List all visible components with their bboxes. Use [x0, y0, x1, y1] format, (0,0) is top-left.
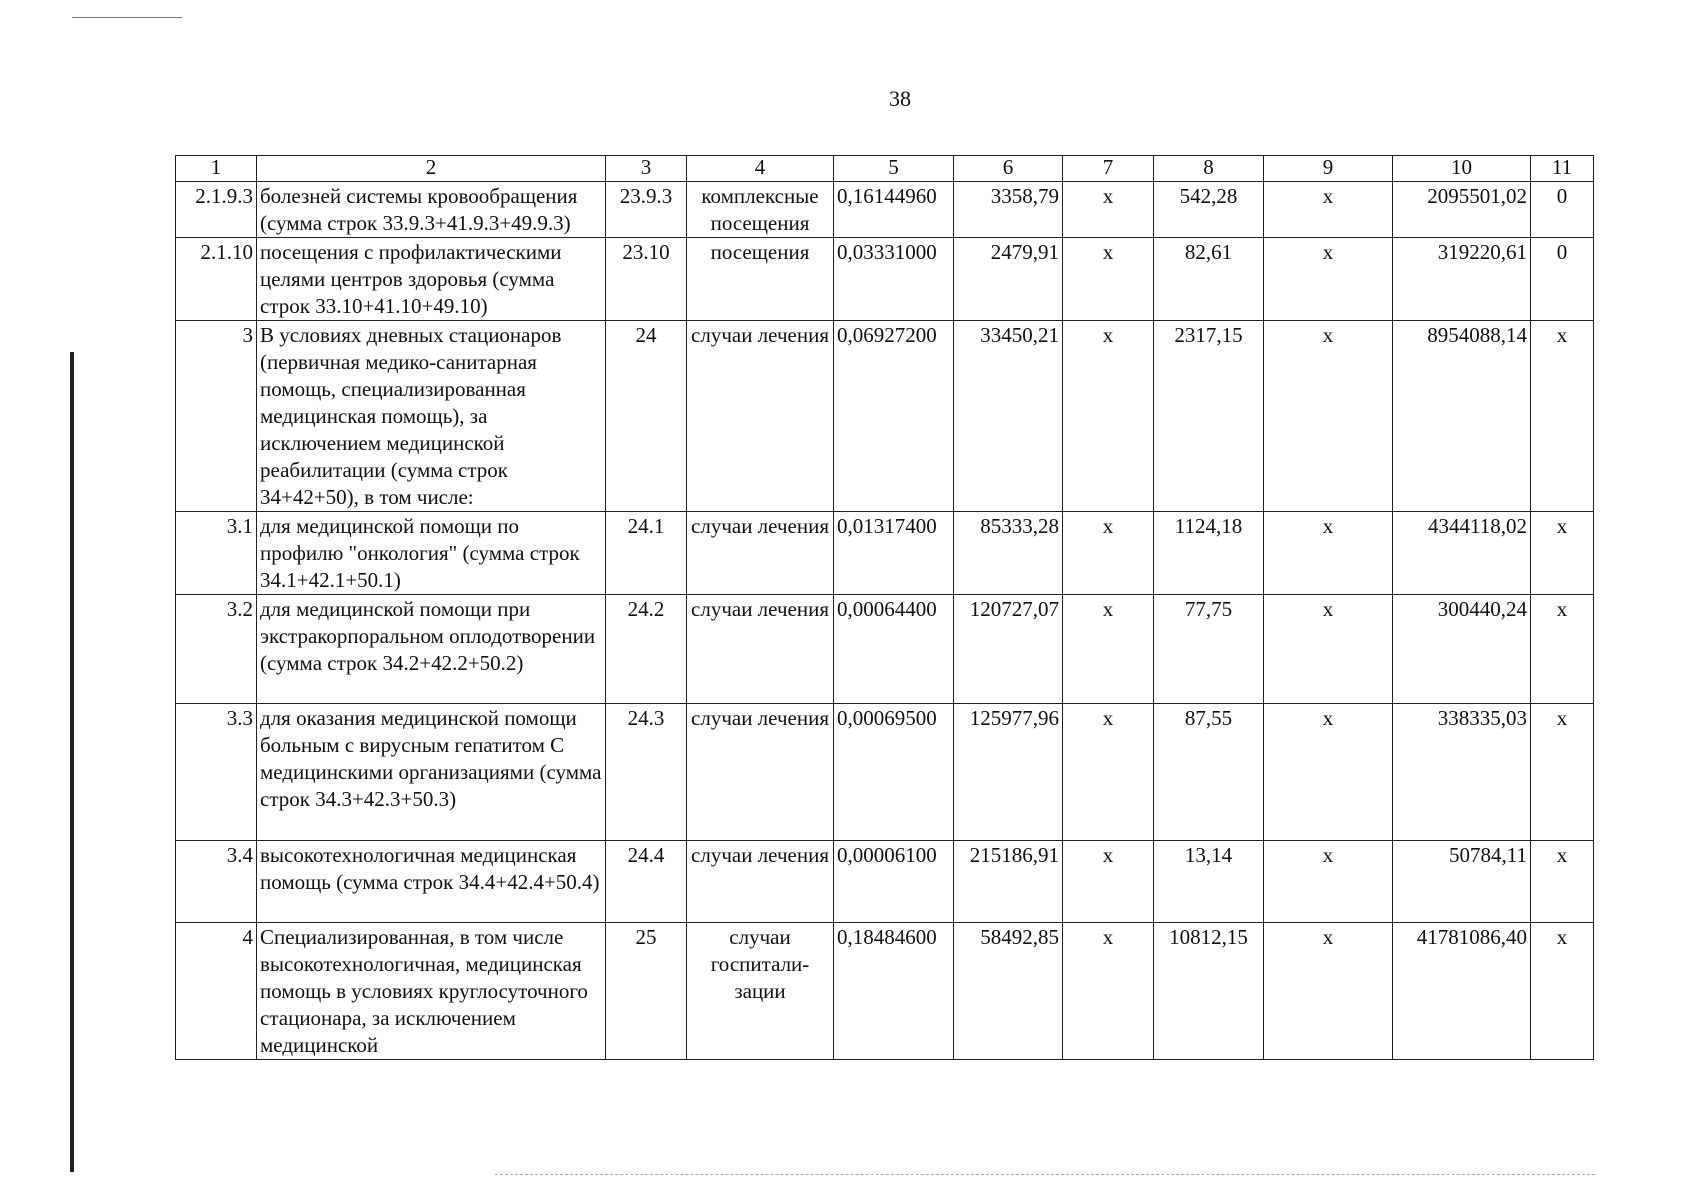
- volume-norm: 0,18484600: [834, 923, 954, 1060]
- line-code: 24.2: [606, 595, 687, 704]
- cell-value: 0: [1531, 182, 1594, 238]
- row-number: 2.1.9.3: [176, 182, 257, 238]
- cell-value: 319220,61: [1393, 238, 1531, 321]
- unit: случаи лечения: [687, 595, 834, 704]
- line-code: 25: [606, 923, 687, 1060]
- cost-norm: 3358,79: [954, 182, 1063, 238]
- line-code: 23.10: [606, 238, 687, 321]
- column-header: 11: [1531, 156, 1594, 182]
- unit: случаи госпитали-зации: [687, 923, 834, 1060]
- cell-value: x: [1264, 182, 1393, 238]
- volume-norm: 0,00006100: [834, 841, 954, 923]
- line-code: 24: [606, 321, 687, 512]
- column-header: 1: [176, 156, 257, 182]
- unit: посещения: [687, 238, 834, 321]
- cell-value: x: [1531, 595, 1594, 704]
- volume-norm: 0,06927200: [834, 321, 954, 512]
- cell-value: x: [1531, 841, 1594, 923]
- row-description: болезней системы кровообращения (сумма строк 33.9.3+41.9.3+49.9.3): [257, 182, 606, 238]
- cell-value: x: [1264, 595, 1393, 704]
- cell-value: 82,61: [1154, 238, 1264, 321]
- row-number: 3: [176, 321, 257, 512]
- column-header: 8: [1154, 156, 1264, 182]
- cell-value: x: [1531, 321, 1594, 512]
- line-code: 23.9.3: [606, 182, 687, 238]
- cell-value: 300440,24: [1393, 595, 1531, 704]
- cell-value: 10812,15: [1154, 923, 1264, 1060]
- row-number: 3.1: [176, 512, 257, 595]
- cell-value: x: [1264, 923, 1393, 1060]
- cell-value: x: [1531, 923, 1594, 1060]
- row-description: Специализированная, в том числе высокотехнологичная, медицинская помощь в условиях круглосуточного стационара, за исключением медицинской: [257, 923, 606, 1060]
- cell-value: 0: [1531, 238, 1594, 321]
- cell-value: x: [1063, 321, 1154, 512]
- cell-value: x: [1063, 182, 1154, 238]
- cell-value: 2095501,02: [1393, 182, 1531, 238]
- cell-value: x: [1063, 238, 1154, 321]
- cell-value: x: [1531, 512, 1594, 595]
- cell-value: 4344118,02: [1393, 512, 1531, 595]
- cell-value: 87,55: [1154, 704, 1264, 841]
- cost-norm: 2479,91: [954, 238, 1063, 321]
- cell-value: x: [1063, 512, 1154, 595]
- cell-value: x: [1063, 595, 1154, 704]
- table-row: [176, 182, 1594, 238]
- page-number: 38: [889, 86, 911, 111]
- unit: случаи лечения: [687, 321, 834, 512]
- row-number: 3.2: [176, 595, 257, 704]
- column-header: 4: [687, 156, 834, 182]
- unit: случаи лечения: [687, 704, 834, 841]
- cell-value: x: [1063, 704, 1154, 841]
- column-header: 2: [257, 156, 606, 182]
- column-header: 9: [1264, 156, 1393, 182]
- cost-norm: 125977,96: [954, 704, 1063, 841]
- volume-norm: 0,00069500: [834, 704, 954, 841]
- row-description: для медицинской помощи при экстракорпоральном оплодотворении (сумма строк 34.2+42.2+50.2): [257, 595, 606, 704]
- cell-value: x: [1264, 238, 1393, 321]
- column-header: 3: [606, 156, 687, 182]
- cell-value: 338335,03: [1393, 704, 1531, 841]
- line-code: 24.3: [606, 704, 687, 841]
- volume-norm: 0,01317400: [834, 512, 954, 595]
- table-row: [176, 841, 1594, 923]
- row-description: высокотехнологичная медицинская помощь (сумма строк 34.4+42.4+50.4): [257, 841, 606, 923]
- line-code: 24.1: [606, 512, 687, 595]
- bottom-rule: [495, 1174, 1595, 1175]
- row-description: посещения с профилактическими целями центров здоровья (сумма строк 33.10+41.10+49.10): [257, 238, 606, 321]
- column-header: 7: [1063, 156, 1154, 182]
- column-header: 10: [1393, 156, 1531, 182]
- row-description: для медицинской помощи по профилю "онкология" (сумма строк 34.1+42.1+50.1): [257, 512, 606, 595]
- row-number: 2.1.10: [176, 238, 257, 321]
- cell-value: 13,14: [1154, 841, 1264, 923]
- cost-norm: 85333,28: [954, 512, 1063, 595]
- cell-value: 77,75: [1154, 595, 1264, 704]
- cell-value: x: [1264, 841, 1393, 923]
- data-table: [175, 155, 1594, 1060]
- cell-value: 8954088,14: [1393, 321, 1531, 512]
- row-number: 3.3: [176, 704, 257, 841]
- row-number: 3.4: [176, 841, 257, 923]
- cell-value: x: [1264, 321, 1393, 512]
- volume-norm: 0,00064400: [834, 595, 954, 704]
- top-rule: [72, 17, 182, 18]
- binding-edge-mark: [70, 352, 74, 1172]
- cost-norm: 58492,85: [954, 923, 1063, 1060]
- row-description: В условиях дневных стационаров (первичная медико-санитарная помощь, специализированная медицинская помощь), за исключением медицинской реабилитации (сумма строк 34+42+50), в том числе:: [257, 321, 606, 512]
- table-row: [176, 595, 1594, 704]
- cost-norm: 215186,91: [954, 841, 1063, 923]
- cell-value: 542,28: [1154, 182, 1264, 238]
- volume-norm: 0,03331000: [834, 238, 954, 321]
- cell-value: 50784,11: [1393, 841, 1531, 923]
- table-header-row: [176, 156, 1594, 182]
- cell-value: x: [1264, 704, 1393, 841]
- table-row: [176, 238, 1594, 321]
- cell-value: 1124,18: [1154, 512, 1264, 595]
- column-header: 6: [954, 156, 1063, 182]
- cell-value: x: [1531, 704, 1594, 841]
- unit: случаи лечения: [687, 841, 834, 923]
- table-row: [176, 923, 1594, 1060]
- cell-value: x: [1063, 841, 1154, 923]
- cell-value: x: [1264, 512, 1393, 595]
- column-header: 5: [834, 156, 954, 182]
- cost-norm: 33450,21: [954, 321, 1063, 512]
- row-number: 4: [176, 923, 257, 1060]
- table-row: [176, 512, 1594, 595]
- volume-norm: 0,16144960: [834, 182, 954, 238]
- row-description: для оказания медицинской помощи больным с вирусным гепатитом С медицинскими организациями (сумма строк 34.3+42.3+50.3): [257, 704, 606, 841]
- line-code: 24.4: [606, 841, 687, 923]
- table-row: [176, 321, 1594, 512]
- cell-value: 41781086,40: [1393, 923, 1531, 1060]
- cost-norm: 120727,07: [954, 595, 1063, 704]
- unit: случаи лечения: [687, 512, 834, 595]
- unit: комплексные посещения: [687, 182, 834, 238]
- table-row: [176, 704, 1594, 841]
- cell-value: 2317,15: [1154, 321, 1264, 512]
- cell-value: x: [1063, 923, 1154, 1060]
